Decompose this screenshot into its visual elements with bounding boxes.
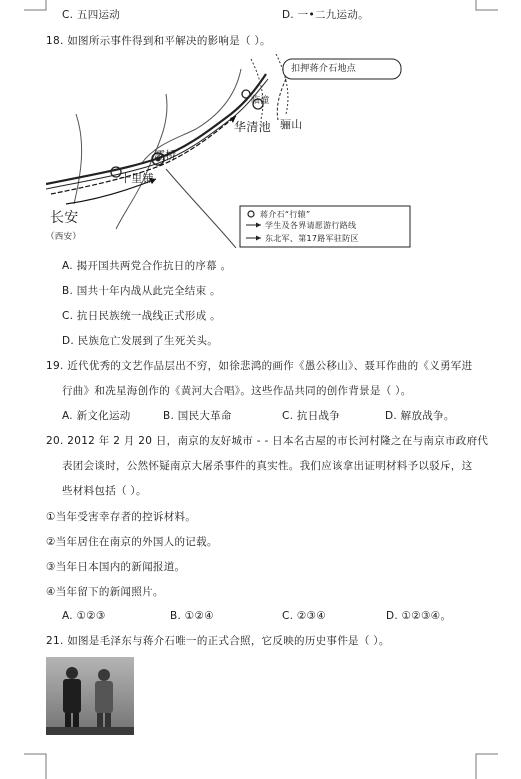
- q18-option-a: A. 揭开国共两党合作抗日的序幕 。: [62, 260, 232, 272]
- map-place-huaqingchi: 华清池: [234, 120, 271, 134]
- q18-stem: 18. 如图所示事件得到和平解决的影响是（ ）。: [46, 35, 271, 47]
- q20-item-1: ①当年受害幸存者的控诉材料。: [46, 511, 197, 523]
- q19-stem-line2: 行曲》和冼星海创作的《黄河大合唱》。这些作品共同的创作背景是（ ）。: [62, 385, 412, 397]
- q19-option-a: A. 新文化运动: [62, 410, 131, 422]
- q20-option-d: D. ①②③④。: [386, 610, 452, 622]
- mao-chiang-photo: [46, 657, 134, 735]
- q17-option-d: D. 一•二九运动。: [282, 9, 369, 21]
- q18-option-c: C. 抗日民族统一战线正式形成 。: [62, 310, 221, 322]
- crop-mark-bottom-right: [474, 752, 498, 779]
- map-callout-label: 扣押蒋介石地点: [291, 64, 357, 74]
- q20-item-4: ④当年留下的新闻照片。: [46, 586, 164, 598]
- map-place-xian: （西安）: [46, 232, 82, 242]
- legend-protest-route: 学生及各界请愿游行路线: [265, 221, 357, 230]
- map-place-baqiao: 灞桥: [154, 149, 177, 162]
- legend-headquarters: 蒋介石“行辕”: [260, 210, 311, 219]
- q18-option-b: B. 国共十年内战从此完全结束 。: [62, 285, 221, 297]
- q20-item-2: ②当年居住在南京的外国人的记载。: [46, 536, 218, 548]
- xian-incident-map: [46, 54, 411, 248]
- map-place-lintong: 临潼: [251, 96, 270, 106]
- q20-option-b: B. ①②④: [170, 610, 214, 622]
- q17-option-c: C. 五四运动: [62, 9, 121, 21]
- q20-stem-line2: 表团会谈时，公然怀疑南京大屠杀事件的真实性。我们应该拿出证明材料予以驳斥，这: [62, 460, 473, 472]
- q18-option-d: D. 民族危亡发展到了生死关头。: [62, 335, 219, 347]
- q20-stem-line3: 些材料包括（ ）。: [62, 485, 147, 497]
- map-place-changan: 长安: [50, 210, 79, 226]
- q20-option-a: A. ①②③: [62, 610, 106, 622]
- map-place-shilipu: 十里铺: [120, 172, 154, 185]
- crop-mark-top-left: [24, 0, 48, 12]
- q19-option-d: D. 解放战争。: [385, 410, 455, 422]
- q19-stem-line1: 19. 近代优秀的文艺作品层出不穷，如徐悲鸿的画作《愚公移山》、聂耳作曲的《义勇军进: [46, 360, 473, 372]
- crop-mark-top-right: [474, 0, 498, 12]
- q20-stem-line1: 20. 2012 年 2 月 20 日，南京的友好城市 - - 日本名古屋的市长河村隆之在与南京市政府代: [46, 435, 489, 447]
- q20-option-c: C. ②③④: [282, 610, 327, 622]
- q19-option-c: C. 抗日战争: [282, 410, 341, 422]
- q19-option-b: B. 国民大革命: [163, 410, 232, 422]
- q20-item-3: ③当年日本国内的新闻报道。: [46, 561, 186, 573]
- legend-garrison-zone: 东北军、第17路军驻防区: [265, 234, 359, 243]
- map-place-lishan: 骊山: [280, 118, 303, 131]
- q21-stem: 21. 如图是毛泽东与蒋介石唯一的正式合照，它反映的历史事件是（ ）。: [46, 635, 390, 647]
- crop-mark-bottom-left: [24, 752, 48, 779]
